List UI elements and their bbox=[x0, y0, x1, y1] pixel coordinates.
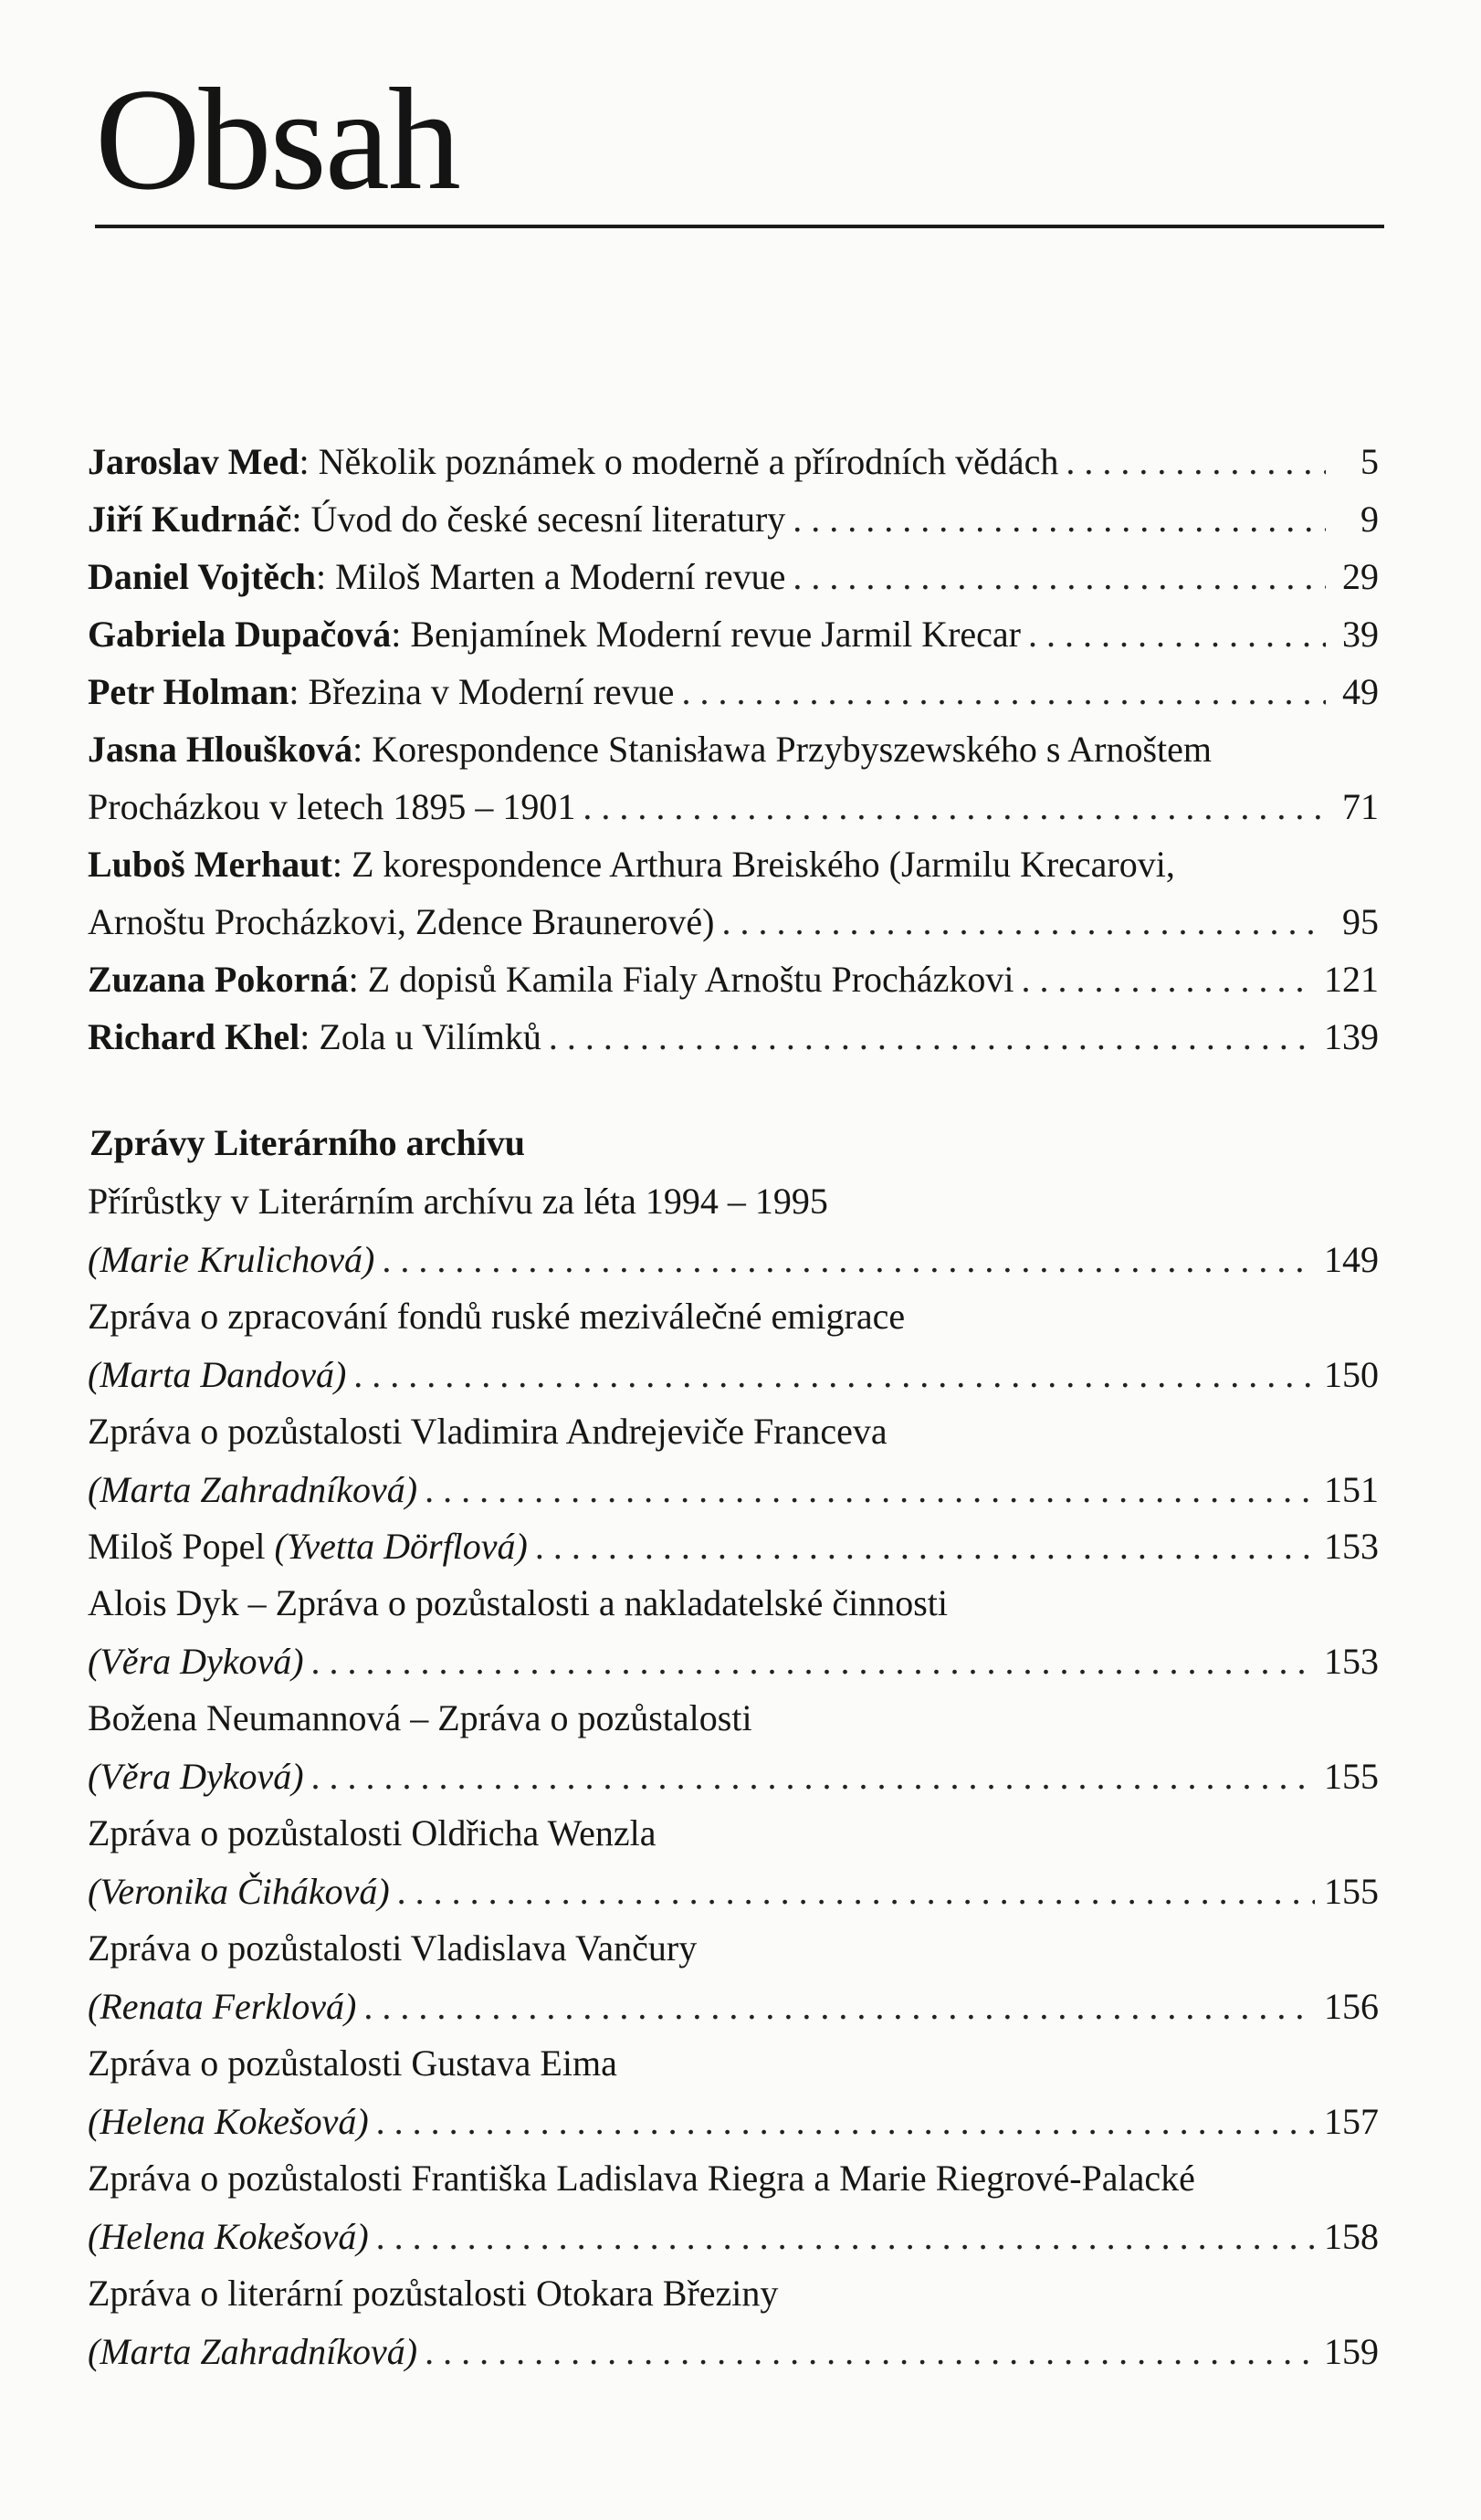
entry-page: 150 bbox=[1324, 1354, 1379, 1395]
dot-leader bbox=[1066, 440, 1326, 484]
report-entry bbox=[88, 2089, 1379, 2144]
toc-entry: Richard Khel: Zola u Vilímků . . . 139 bbox=[88, 1004, 1379, 1059]
report-author: (Marie Krulichová) bbox=[88, 1239, 375, 1280]
entry-page: 39 bbox=[1342, 614, 1379, 655]
report-entry bbox=[88, 1514, 1379, 1569]
report-title: Miloš Popel bbox=[88, 1526, 266, 1567]
toc-entry-first-line: Luboš Merhaut: Z korespondence Arthura Breiského (Jarmilu Krecarovi, bbox=[88, 844, 1175, 885]
dot-leader bbox=[793, 498, 1326, 541]
entry-page: 157 bbox=[1324, 2101, 1379, 2142]
dot-leader bbox=[1028, 613, 1326, 656]
report-entry bbox=[88, 1974, 1379, 2029]
report-author: (Marta Zahradníková) bbox=[88, 1469, 418, 1510]
entry-page: 158 bbox=[1324, 2216, 1379, 2257]
title-divider bbox=[95, 225, 1384, 228]
dot-leader bbox=[311, 1755, 1315, 1799]
dot-leader bbox=[311, 1640, 1315, 1684]
entry-title-continued: Arnoštu Procházkovi, Zdence Braunerové) bbox=[88, 901, 715, 942]
entry-title: Z dopisů Kamila Fialy Arnoštu Procházkovi bbox=[367, 959, 1014, 1000]
dot-leader bbox=[793, 555, 1326, 599]
entry-page: 151 bbox=[1324, 1469, 1379, 1510]
dot-leader bbox=[376, 2100, 1315, 2144]
report-title: Zpráva o pozůstalosti Vladimira Andrejeviče Franceva bbox=[88, 1411, 888, 1452]
report-title: Zpráva o pozůstalosti Gustava Eima bbox=[88, 2042, 617, 2084]
entry-page: 153 bbox=[1324, 1641, 1379, 1682]
toc-entry: Daniel Vojtěch: Miloš Marten a Moderní revue . . . 29 bbox=[88, 544, 1379, 599]
entry-page: 149 bbox=[1324, 1239, 1379, 1280]
entry-page: 49 bbox=[1342, 671, 1379, 712]
dot-leader bbox=[363, 1985, 1315, 2029]
report-entry bbox=[88, 1342, 1379, 1397]
report-title: Zpráva o zpracování fondů ruské meziválečné emigrace bbox=[88, 1296, 906, 1337]
toc-entry: Jiří Kudrnáč: Úvod do české secesní literatury . . . 9 bbox=[88, 487, 1379, 541]
report-title: Zpráva o pozůstalosti Vladislava Vančury bbox=[88, 1927, 698, 1969]
report-title: Božena Neumannová – Zpráva o pozůstalosti bbox=[88, 1697, 752, 1738]
entry-page: 95 bbox=[1342, 901, 1379, 942]
report-entry bbox=[88, 1629, 1379, 1684]
report-author: (Yvetta Dörflová) bbox=[274, 1526, 528, 1567]
report-author: (Marta Dandová) bbox=[88, 1354, 347, 1395]
dot-leader bbox=[681, 670, 1326, 714]
dot-leader bbox=[397, 1870, 1315, 1914]
report-title: Alois Dyk – Zpráva o pozůstalosti a nakladatelské činnosti bbox=[88, 1582, 949, 1623]
toc-entry: Petr Holman: Březina v Moderní revue . . . 49 bbox=[88, 659, 1379, 714]
entry-page: 121 bbox=[1324, 959, 1379, 1000]
entry-title: Úvod do české secesní literatury bbox=[310, 499, 786, 540]
entry-title: Z korespondence Arthura Breiského (Jarmilu Krecarovi, bbox=[351, 844, 1175, 885]
report-title: Zpráva o literární pozůstalosti Otokara Březiny bbox=[88, 2273, 779, 2314]
report-title: Přírůstky v Literárním archívu za léta 1994 – 1995 bbox=[88, 1181, 828, 1222]
entry-page: 153 bbox=[1324, 1526, 1379, 1567]
entry-author: Zuzana Pokorná bbox=[88, 959, 349, 1000]
report-author: (Helena Kokešová) bbox=[88, 2216, 369, 2257]
report-author: (Věra Dyková) bbox=[88, 1756, 304, 1797]
report-entry bbox=[88, 2319, 1379, 2374]
dot-leader bbox=[583, 785, 1326, 829]
dot-leader bbox=[1021, 958, 1315, 1002]
entry-page: 155 bbox=[1324, 1871, 1379, 1912]
report-entry bbox=[88, 1859, 1379, 1914]
entry-title-continued: Procházkou v letech 1895 – 1901 bbox=[88, 786, 576, 827]
entry-author: Jiří Kudrnáč bbox=[88, 499, 292, 540]
report-entry bbox=[88, 1744, 1379, 1799]
section-heading: Zprávy Literárního archívu bbox=[89, 1122, 526, 1163]
report-title: Zpráva o pozůstalosti Oldřicha Wenzla bbox=[88, 1812, 656, 1853]
entry-page: 159 bbox=[1324, 2331, 1379, 2372]
entry-title: Březina v Moderní revue bbox=[308, 671, 675, 712]
dot-leader bbox=[382, 1238, 1315, 1282]
dot-leader bbox=[549, 1015, 1315, 1059]
report-author: (Veronika Čiháková) bbox=[88, 1871, 390, 1912]
entry-title: Zola u Vilímků bbox=[319, 1016, 541, 1057]
dot-leader bbox=[425, 1468, 1315, 1512]
entry-title: Miloš Marten a Moderní revue bbox=[335, 556, 786, 597]
entry-author: Jaroslav Med bbox=[88, 441, 299, 482]
entry-title: Několik poznámek o moderně a přírodních vědách bbox=[318, 441, 1059, 482]
entry-author: Richard Khel bbox=[88, 1016, 300, 1057]
dot-leader bbox=[353, 1353, 1315, 1397]
entry-title: Korespondence Stanisława Przybyszewského s Arnoštem bbox=[372, 729, 1213, 770]
toc-entry bbox=[88, 774, 1379, 829]
toc-entry: Jaroslav Med: Několik poznámek o moderně a přírodních vědách . . . 5 bbox=[88, 429, 1379, 484]
report-author: (Věra Dyková) bbox=[88, 1641, 304, 1682]
report-entry bbox=[88, 1227, 1379, 1282]
entry-page: 156 bbox=[1324, 1986, 1379, 2027]
dot-leader bbox=[721, 900, 1326, 944]
entry-title: Benjamínek Moderní revue Jarmil Krecar bbox=[410, 614, 1021, 655]
entry-page: 71 bbox=[1342, 786, 1379, 827]
report-author: (Renata Ferklová) bbox=[88, 1986, 357, 2027]
entry-author: Petr Holman bbox=[88, 671, 289, 712]
entry-page: 155 bbox=[1324, 1756, 1379, 1797]
report-entry bbox=[88, 2204, 1379, 2259]
report-author: (Helena Kokešová) bbox=[88, 2101, 369, 2142]
report-author: (Marta Zahradníková) bbox=[88, 2331, 418, 2372]
entry-page: 9 bbox=[1360, 499, 1379, 540]
dot-leader bbox=[376, 2215, 1315, 2259]
dot-leader bbox=[425, 2330, 1315, 2374]
page-title: Obsah bbox=[95, 58, 459, 220]
toc-entry-first-line: Jasna Hloušková: Korespondence Stanisława Przybyszewského s Arnoštem bbox=[88, 729, 1213, 770]
entry-author: Jasna Hloušková bbox=[88, 729, 353, 770]
report-entry bbox=[88, 1457, 1379, 1512]
report-title: Zpráva o pozůstalosti Františka Ladislava Riegra a Marie Riegrové-Palacké bbox=[88, 2158, 1195, 2199]
entry-page: 5 bbox=[1360, 441, 1379, 482]
entry-author: Luboš Merhaut bbox=[88, 844, 332, 885]
entry-page: 29 bbox=[1342, 556, 1379, 597]
dot-leader bbox=[535, 1525, 1315, 1569]
toc-entry: Zuzana Pokorná: Z dopisů Kamila Fialy Arnoštu Procházkovi . . . 121 bbox=[88, 947, 1379, 1002]
entry-author: Gabriela Dupačová bbox=[88, 614, 392, 655]
entry-page: 139 bbox=[1324, 1016, 1379, 1057]
toc-entry bbox=[88, 889, 1379, 944]
entry-author: Daniel Vojtěch bbox=[88, 556, 316, 597]
toc-entry: Gabriela Dupačová: Benjamínek Moderní revue Jarmil Krecar . . . 39 bbox=[88, 602, 1379, 656]
